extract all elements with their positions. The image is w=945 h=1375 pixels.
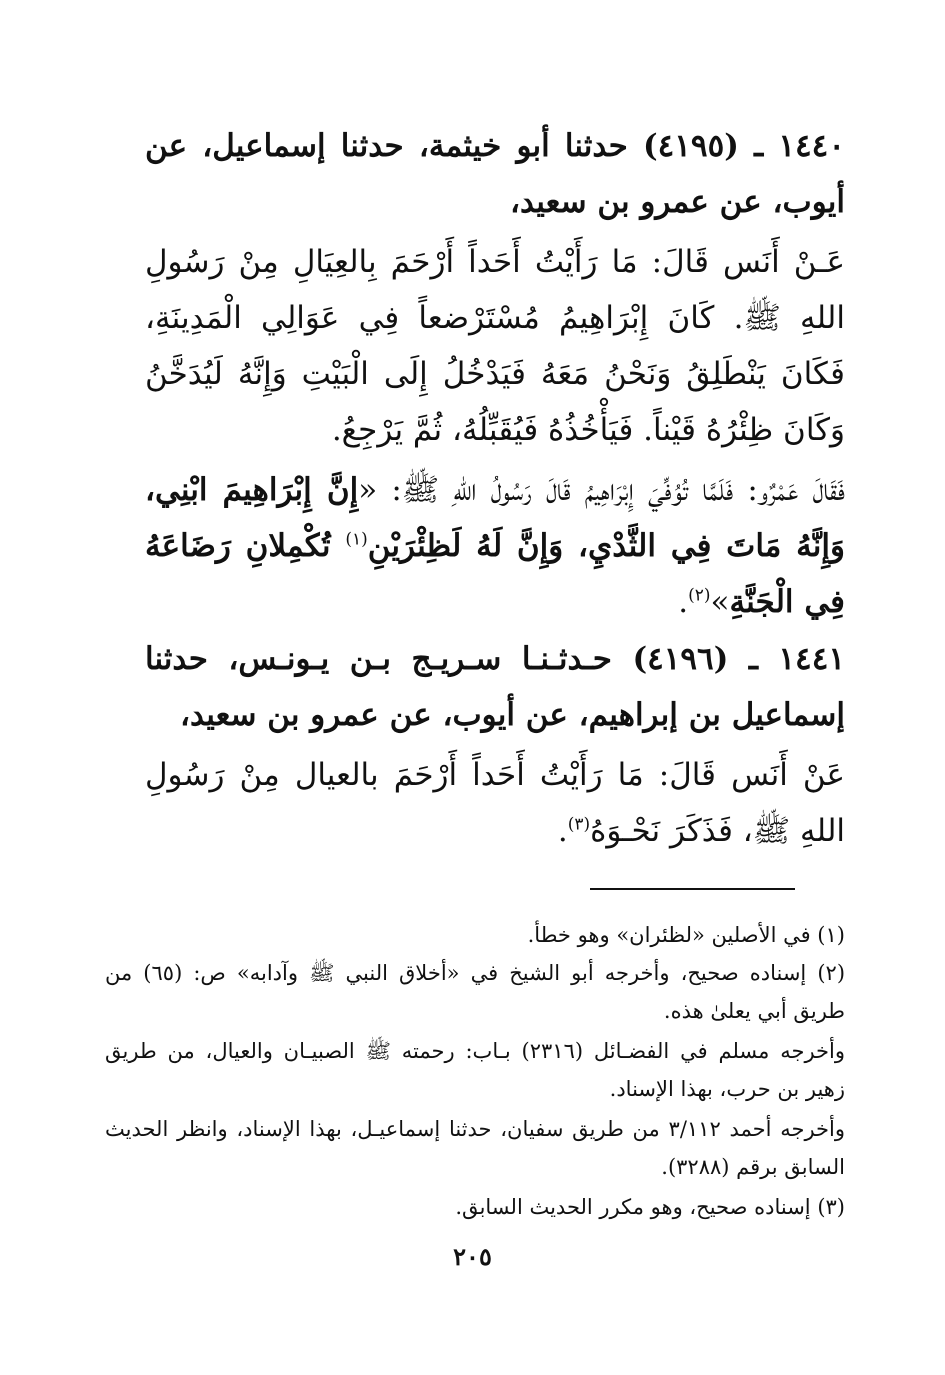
quote-close: »: [710, 584, 730, 620]
hadith-1441-text: عَنْ أَنَس قَالَ: مَا رَأَيْتُ أَحَداً أَرْحَمَ بالعيال مِنْ رَسُولِ اللهِ ﷺ، فَذَكَرَ نَحْـوَهُ: [145, 757, 845, 849]
hadith-1440-number: ١٤٤٠ ـ (٤١٩٥): [642, 128, 845, 164]
hadith-1440-end: .: [678, 584, 689, 620]
footnote-3: (٣) إسناده صحيح، وهو مكرر الحديث السابق.: [455, 1195, 845, 1219]
hadith-1441-matn: [145, 747, 845, 859]
footnote-2-continuation-a: وأخرجه مسلم في الفضـائل (٢٣١٦) بـاب: رحمته ﷺ الصبيـان والعيال، من طريق زهير بن حرب، بهذا الإسناد.: [105, 1039, 845, 1101]
footnote-divider: [590, 888, 795, 890]
footnote-ref-3: (٣): [567, 814, 591, 835]
hadith-1441-chain: حـدثـنـا سـريـج بـن يـونـس، حدثنا إسماعيل بن إبراهيم، عن أيوب، عن عمرو بن سعيد،: [145, 641, 845, 733]
quote-part-1: إِنَّ إِبْرَاهِيمَ ابْنِي، وَإِنَّهُ مَاتَ فِي الثَّدْيِ، وَإِنَّ لَهُ لَظِئْرَيْنِ: [145, 472, 846, 564]
footnote-2-continuation-b: وأخرجه أحمد ٣/١١٢ من طريق سفيان، حدثنا إسماعيـل، بهذا الإسناد، وانظر الحديث السابق برقم (٣٢٨٨).: [105, 1117, 845, 1179]
hadith-1440-chain: حدثنا أبو خيثمة، حدثنا إسماعيل، عن أيوب، عن عمرو بن سعيد،: [145, 128, 845, 220]
saying-intro: فَقَالَ عَمْرٌو: فَلَمَّا تُوُفِّيَ إِبْرَاهِيمُ قَالَ رَسُولُ اللهِ ﷺ:: [377, 472, 845, 508]
page-number: ٢٠٥: [453, 1242, 492, 1271]
footnote-2: (٢) إسناده صحيح، وأخرجه أبو الشيخ في «أخلاق النبي ﷺ وآدابه» ص: (٦٥) من طريق أبي يعلىٰ هذه.: [105, 961, 846, 1023]
hadith-1441-number: ١٤٤١ ـ (٤١٩٦): [632, 641, 845, 677]
footnote-ref-2: (٢): [688, 585, 711, 606]
hadith-1440-prophet-saying: [145, 462, 845, 630]
hadith-1441-end: .: [557, 813, 568, 849]
quote-open: «: [358, 472, 378, 508]
footnote-ref-1: (١): [345, 529, 368, 550]
footnote-1: (١) في الأصلين «لظئران» وهو خطأ.: [527, 923, 845, 947]
hadith-1440-matn: عَـنْ أَنَس قَالَ: مَا رَأَيْتُ أَحَداً أَرْحَمَ بِالعِيَالِ مِنْ رَسُولِ اللهِ ﷺ. كَانَ إِبْرَاهِيمُ مُسْتَرْضعاً فِي عَوَالِي الْمَدِينَةِ، فَكَانَ يَنْطَلِقُ وَنَحْنُ مَعَهُ فَيَدْخُلُ إِلَى الْبَيْتِ وَإِنَّهُ لَيُدَخَّنُ وَكَانَ ظِئْرُهُ قَيْناً. فَيَأْخُذُهُ فَيُقَبِّلُهُ، ثُمَّ يَرْجِعُ.: [145, 244, 845, 448]
hadith-1440-isnad: [145, 118, 845, 230]
hadith-1441-isnad: [145, 631, 845, 743]
quote-part-2: تُكْمِلانِ رَضَاعَهُ فِي الْجَنَّةِ: [145, 528, 845, 620]
